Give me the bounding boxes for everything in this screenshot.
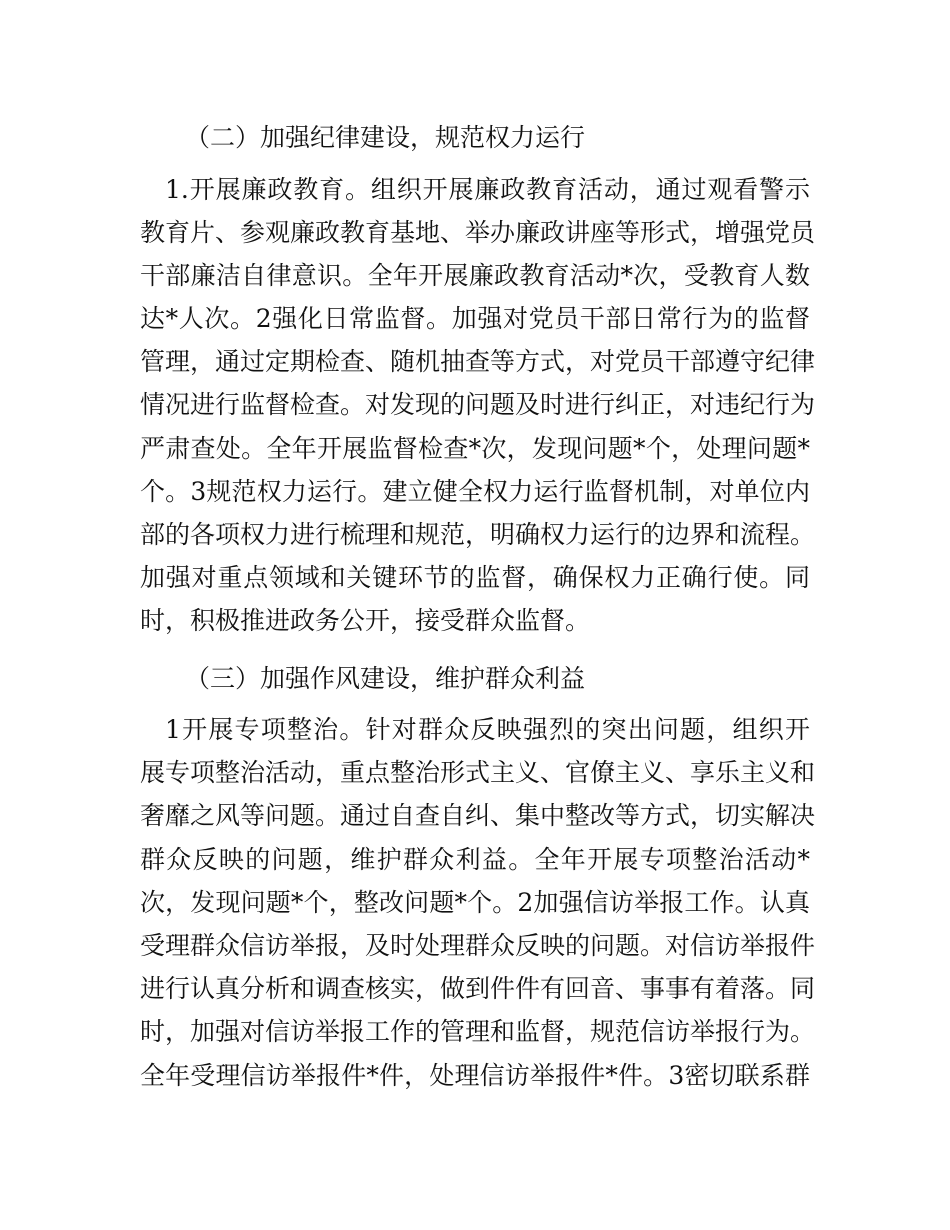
paragraph-line: 次，发现问题*个，整改问题*个。2加强信访举报工作。认真: [140, 888, 810, 917]
paragraph-line: 个。3规范权力运行。建立健全权力运行监督机制，对单位内: [140, 477, 810, 506]
paragraph-line: 1开展专项整治。针对群众反映强烈的突出问题，组织开: [165, 715, 810, 744]
paragraph-line: 进行认真分析和调查核实，做到件件有回音、事事有着落。同: [140, 974, 816, 1003]
paragraph-line: 部的各项权力进行梳理和规范，明确权力运行的边界和流程。: [140, 520, 816, 549]
paragraph-line: 教育片、参观廉政教育基地、举办廉政讲座等形式，增强党员: [140, 218, 816, 247]
paragraph-line: 1.开展廉政教育。组织开展廉政教育活动，通过观看警示: [165, 175, 810, 204]
paragraph-line: 加强对重点领域和关键环节的监督，确保权力正确行使。同: [140, 563, 810, 592]
paragraph-line: 情况进行监督检查。对发现的问题及时进行纠正，对违纪行为: [140, 390, 816, 419]
paragraph-line: 全年受理信访举报件*件，处理信访举报件*件。3密切联系群: [140, 1061, 810, 1090]
paragraph-line: 受理群众信访举报，及时处理群众反映的问题。对信访举报件: [140, 931, 816, 960]
paragraph-line: 时，积极推进政务公开，接受群众监督。: [140, 606, 591, 635]
paragraph-line: 时，加强对信访举报工作的管理和监督，规范信访举报行为。: [140, 1017, 816, 1046]
paragraph-line: 群众反映的问题，维护群众利益。全年开展专项整治活动*: [140, 845, 810, 874]
paragraph-line: 严肃查处。全年开展监督检查*次，发现问题*个，处理问题*: [140, 434, 810, 463]
paragraph-line: 达*人次。2强化日常监督。加强对党员干部日常行为的监督: [140, 304, 810, 333]
paragraph-line: 奢靡之风等问题。通过自查自纠、集中整改等方式，切实解决: [140, 801, 816, 830]
section-heading-2: （二）加强纪律建设，规范权力运行: [185, 123, 586, 152]
paragraph-line: 展专项整治活动，重点整治形式主义、官僚主义、享乐主义和: [140, 758, 816, 787]
paragraph-line: 干部廉洁自律意识。全年开展廉政教育活动*次，受教育人数: [140, 261, 810, 290]
section-heading-3: （三）加强作风建设，维护群众利益: [185, 664, 586, 693]
paragraph-line: 管理，通过定期检查、随机抽查等方式，对党员干部遵守纪律: [140, 347, 816, 376]
